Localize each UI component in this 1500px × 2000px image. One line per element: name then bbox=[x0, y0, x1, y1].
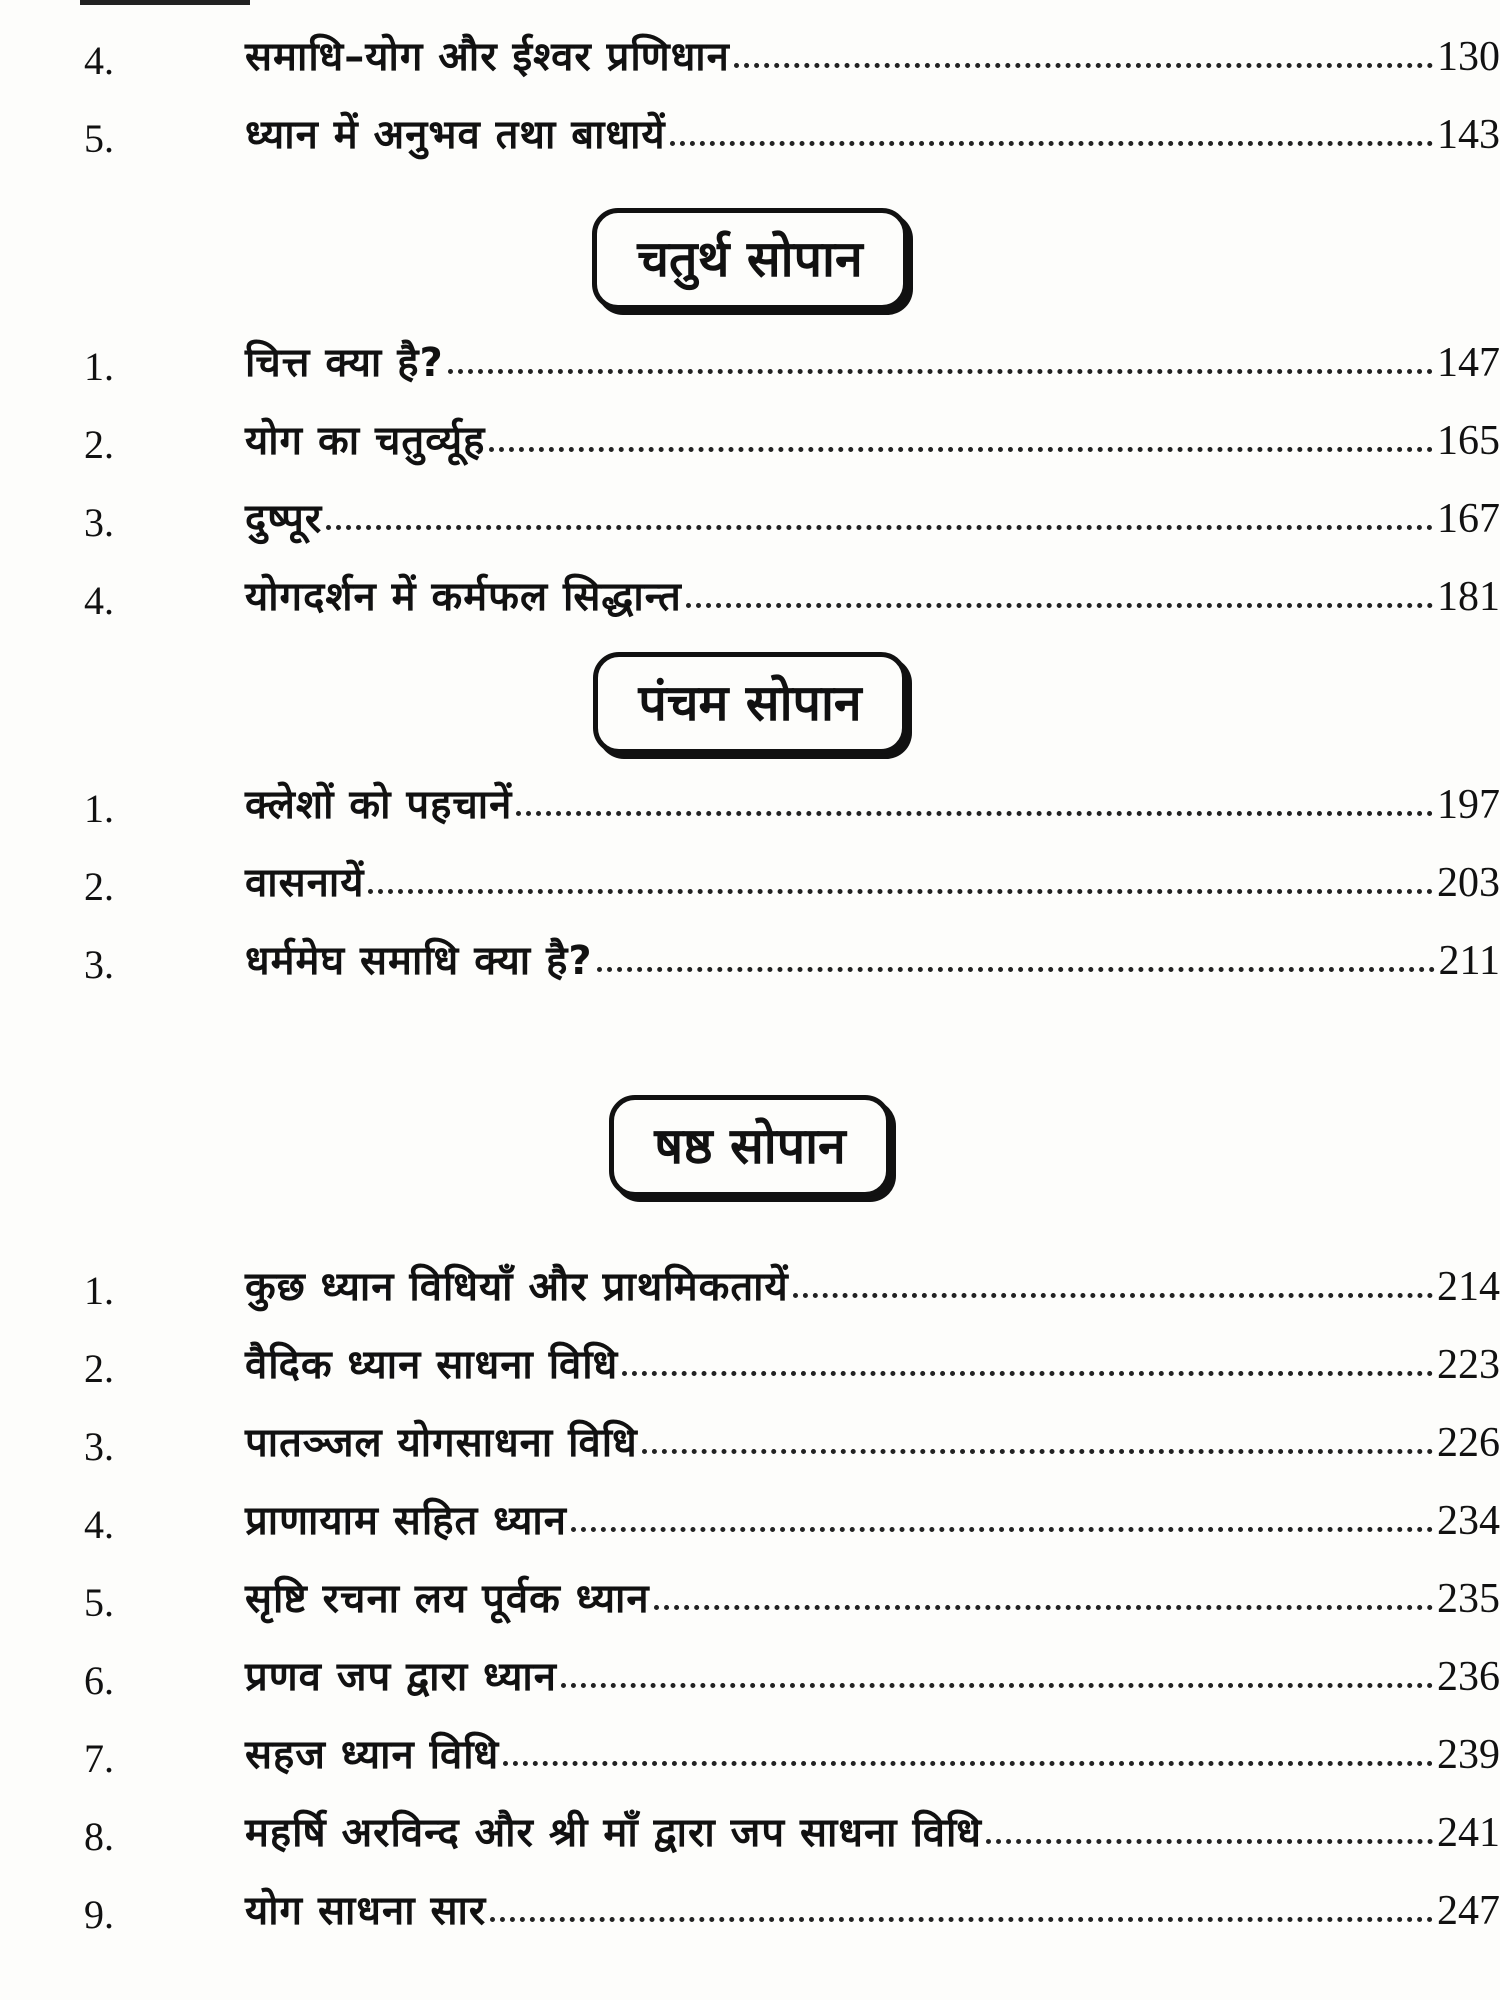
entry-title: दुष्पूर bbox=[245, 496, 323, 542]
entry-page: 235 bbox=[1437, 1576, 1500, 1622]
toc-section-4 bbox=[0, 316, 1500, 628]
entry-number: 1. bbox=[84, 786, 114, 831]
toc-entry bbox=[0, 1474, 1500, 1552]
dot-leader bbox=[622, 1367, 1433, 1376]
entry-number: 2. bbox=[84, 422, 114, 467]
entry-page: 234 bbox=[1437, 1498, 1500, 1544]
toc-entry bbox=[0, 88, 1500, 166]
entry-number: 1. bbox=[84, 1268, 114, 1313]
entry-number: 5. bbox=[84, 116, 114, 161]
dot-leader bbox=[793, 1289, 1433, 1298]
dot-leader bbox=[490, 1913, 1433, 1922]
entry-number: 2. bbox=[84, 1346, 114, 1391]
toc-entry bbox=[0, 836, 1500, 914]
dot-leader bbox=[654, 1601, 1433, 1610]
entry-number: 4. bbox=[84, 578, 114, 623]
toc-entry bbox=[0, 1318, 1500, 1396]
entry-title: ध्यान में अनुभव तथा बाधायें bbox=[245, 112, 666, 158]
entry-title: पातञ्जल योगसाधना विधि bbox=[245, 1420, 638, 1466]
toc-entry bbox=[0, 316, 1500, 394]
entry-number: 3. bbox=[84, 500, 114, 545]
section-heading: पंचम सोपान bbox=[593, 652, 906, 754]
toc-entry bbox=[0, 1552, 1500, 1630]
dot-leader bbox=[734, 59, 1433, 68]
entry-number: 4. bbox=[84, 38, 114, 83]
entry-number: 9. bbox=[84, 1892, 114, 1937]
entry-title: योग का चतुर्व्यूह bbox=[245, 418, 486, 464]
entry-number: 5. bbox=[84, 1580, 114, 1625]
entry-number: 3. bbox=[84, 1424, 114, 1469]
entry-page: 181 bbox=[1437, 574, 1500, 620]
entry-title: प्राणायाम सहित ध्यान bbox=[245, 1498, 567, 1544]
toc-entry bbox=[0, 1708, 1500, 1786]
entry-title: वैदिक ध्यान साधना विधि bbox=[245, 1342, 619, 1388]
entry-page: 197 bbox=[1437, 782, 1500, 828]
toc-section-continued bbox=[0, 10, 1500, 166]
entry-title: सृष्टि रचना लय पूर्वक ध्यान bbox=[245, 1576, 650, 1622]
entry-page: 167 bbox=[1437, 496, 1500, 542]
section-heading: चतुर्थ सोपान bbox=[592, 208, 907, 310]
entry-title: चित्त क्या है? bbox=[245, 340, 444, 386]
entry-page: 147 bbox=[1437, 340, 1500, 386]
toc-entry bbox=[0, 1240, 1500, 1318]
toc-entry bbox=[0, 914, 1500, 992]
toc-entry bbox=[0, 1396, 1500, 1474]
section-heading: षष्ठ सोपान bbox=[609, 1095, 891, 1197]
toc-entry bbox=[0, 472, 1500, 550]
entry-page: 241 bbox=[1437, 1810, 1500, 1856]
dot-leader bbox=[503, 1757, 1433, 1766]
toc-entry bbox=[0, 10, 1500, 88]
entry-page: 130 bbox=[1437, 34, 1500, 80]
entry-title: योगदर्शन में कर्मफल सिद्धान्त bbox=[245, 574, 682, 620]
dot-leader bbox=[642, 1445, 1433, 1454]
entry-page: 223 bbox=[1437, 1342, 1500, 1388]
dot-leader bbox=[489, 443, 1433, 452]
section-heading-wrap bbox=[0, 1095, 1500, 1197]
entry-title: वासनायें bbox=[245, 860, 365, 906]
toc-entry bbox=[0, 394, 1500, 472]
toc-section-5 bbox=[0, 758, 1500, 992]
entry-title: योग साधना सार bbox=[245, 1888, 487, 1934]
top-rule bbox=[80, 0, 250, 5]
entry-page: 236 bbox=[1437, 1654, 1500, 1700]
entry-title: महर्षि अरविन्द और श्री माँ द्वारा जप साधना विधि bbox=[245, 1810, 983, 1856]
entry-number: 4. bbox=[84, 1502, 114, 1547]
dot-leader bbox=[516, 807, 1433, 816]
entry-page: 203 bbox=[1437, 860, 1500, 906]
section-heading-wrap bbox=[0, 208, 1500, 310]
entry-page: 165 bbox=[1437, 418, 1500, 464]
toc-entry bbox=[0, 1864, 1500, 1942]
entry-title: सहज ध्यान विधि bbox=[245, 1732, 500, 1778]
dot-leader bbox=[571, 1523, 1433, 1532]
entry-number: 2. bbox=[84, 864, 114, 909]
entry-page: 226 bbox=[1437, 1420, 1500, 1466]
entry-page: 211 bbox=[1438, 938, 1500, 984]
entry-title: क्लेशों को पहचानें bbox=[245, 782, 513, 828]
dot-leader bbox=[670, 137, 1433, 146]
toc-entry bbox=[0, 758, 1500, 836]
dot-leader bbox=[561, 1679, 1433, 1688]
entry-title: प्रणव जप द्वारा ध्यान bbox=[245, 1654, 557, 1700]
toc-entry bbox=[0, 550, 1500, 628]
dot-leader bbox=[368, 885, 1433, 894]
entry-number: 7. bbox=[84, 1736, 114, 1781]
entry-page: 239 bbox=[1437, 1732, 1500, 1778]
entry-page: 214 bbox=[1437, 1264, 1500, 1310]
dot-leader bbox=[326, 521, 1433, 530]
entry-page: 247 bbox=[1437, 1888, 1500, 1934]
entry-title: धर्ममेघ समाधि क्या है? bbox=[245, 938, 593, 984]
toc-entry bbox=[0, 1630, 1500, 1708]
dot-leader bbox=[448, 365, 1433, 374]
entry-number: 8. bbox=[84, 1814, 114, 1859]
toc-entry bbox=[0, 1786, 1500, 1864]
entry-title: कुछ ध्यान विधियाँ और प्राथमिकतायें bbox=[245, 1264, 789, 1310]
toc-section-6 bbox=[0, 1240, 1500, 1942]
entry-page: 143 bbox=[1437, 112, 1500, 158]
entry-number: 1. bbox=[84, 344, 114, 389]
entry-number: 3. bbox=[84, 942, 114, 987]
section-heading-wrap bbox=[0, 652, 1500, 754]
dot-leader bbox=[597, 963, 1435, 972]
entry-title: समाधि–योग और ईश्वर प्रणिधान bbox=[245, 34, 730, 80]
entry-number: 6. bbox=[84, 1658, 114, 1703]
dot-leader bbox=[986, 1835, 1433, 1844]
dot-leader bbox=[686, 599, 1433, 608]
